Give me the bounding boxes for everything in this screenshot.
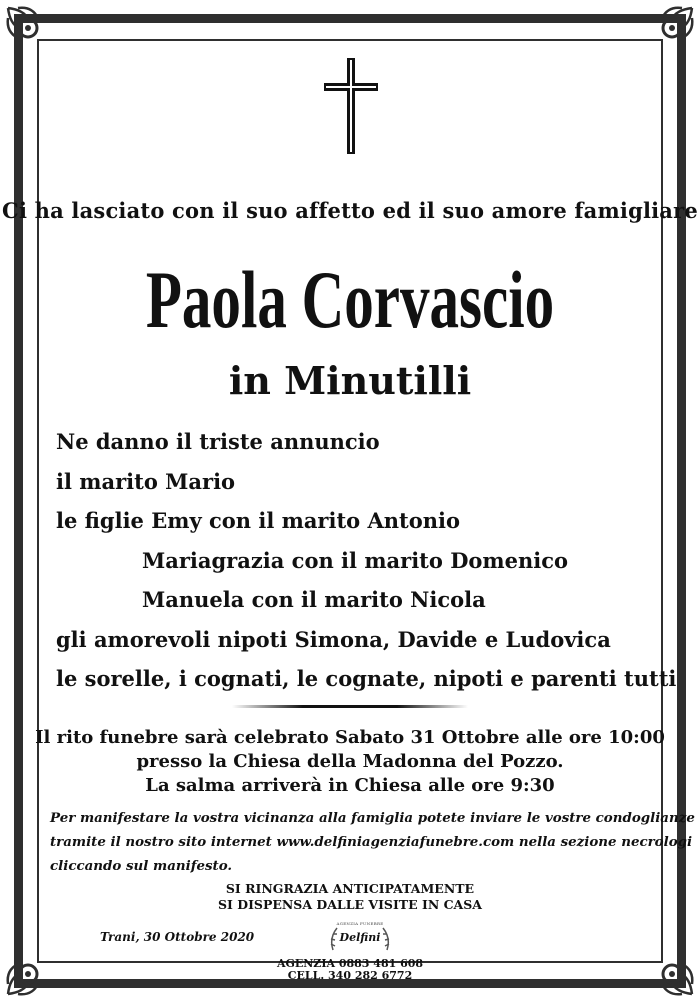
corner-ornament-icon <box>4 4 52 52</box>
agency-phone: AGENZIA 0883 481 608 <box>276 957 424 970</box>
agency-brand: Delfini <box>339 931 381 944</box>
corner-ornament-icon <box>648 4 696 52</box>
mourner-line: le figlie Emy con il marito Antonio <box>56 508 461 533</box>
mourner-line: il marito Mario <box>56 468 236 494</box>
thanks-notice <box>0 881 700 913</box>
condolences-line: tramite il nostro sito internet www.delfiniagenziafunebre.com nella sezione necrologi <box>50 834 693 850</box>
agency-contacts <box>0 958 700 982</box>
funeral-info <box>0 726 700 798</box>
married-name: in Minutilli <box>228 358 472 403</box>
funeral-line: La salma arriverà in Chiesa alle ore 9:30 <box>145 775 555 796</box>
divider <box>232 705 468 708</box>
condolences-info <box>50 806 695 878</box>
mourner-line: Manuela con il marito Nicola <box>142 587 486 612</box>
intro-text: Ci ha lasciato con il suo affetto ed il suo amore famigliare <box>2 198 698 223</box>
mourner-line: gli amorevoli nipoti Simona, Davide e Ludovica <box>56 626 611 652</box>
funeral-line: presso la Chiesa della Madonna del Pozzo. <box>136 751 564 772</box>
condolences-line: Per manifestare la vostra vicinanza alla famiglia potete inviare le vostre condoglianze <box>50 810 695 826</box>
mourner-line: le sorelle, i cognati, le cognate, nipoti e parenti tutti <box>56 666 677 691</box>
deceased-name: Paola Corvascio <box>145 254 555 345</box>
city-date: Trani, 30 Ottobre 2020 <box>100 930 255 944</box>
cross-icon <box>322 56 380 156</box>
mourners-list <box>56 422 677 699</box>
thanks-line: SI RINGRAZIA ANTICIPATAMENTE <box>225 881 475 896</box>
thanks-line: SI DISPENSA DALLE VISITE IN CASA <box>218 897 482 912</box>
mourner-line: Ne danno il triste annuncio <box>56 429 380 454</box>
agency-mobile: CELL. 340 282 6772 <box>287 969 413 982</box>
funeral-line: Il rito funebre sarà celebrato Sabato 31 Ottobre alle ore 10:00 <box>35 727 665 748</box>
agency-tagline: AGENZIA FUNEBRE <box>336 921 384 926</box>
condolences-line: cliccando sul manifesto. <box>50 858 233 874</box>
mourner-line: Mariagrazia con il marito Domenico <box>142 547 569 573</box>
